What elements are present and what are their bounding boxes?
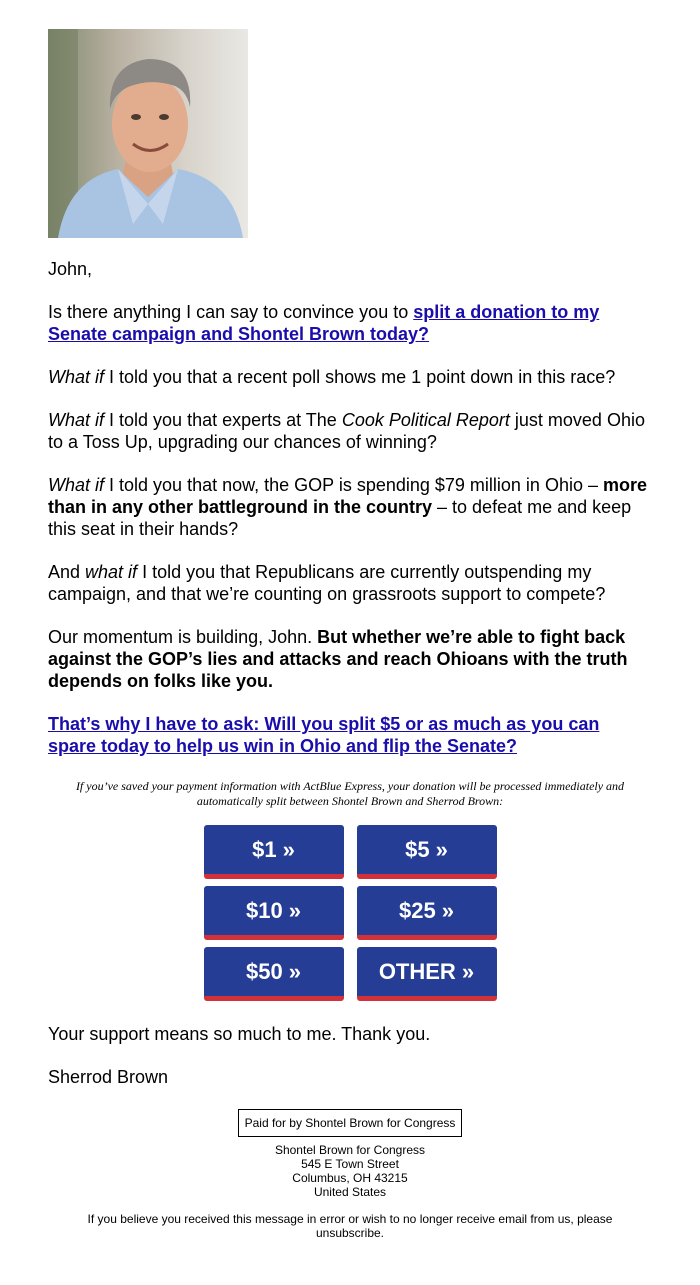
closing: Your support means so much to me. Thank you. — [48, 1024, 431, 1044]
actblue-disclaimer: If you’ve saved your payment information with ActBlue Express, your donation will be processed immediately and automatically split between Shontel Brown and Sherrod Brown: — [75, 779, 625, 808]
paragraph-7 — [48, 713, 652, 757]
paragraph-3: What if I told you that experts at The Cook Political Report just moved Ohio to a Toss Up, upgrading our chances of winning? — [48, 410, 645, 452]
city: Columbus, OH 43215 — [292, 1171, 408, 1185]
donate-link-1[interactable]: split a donation to my Senate campaign and Shontel Brown today? — [48, 302, 600, 344]
donate-other-button[interactable]: OTHER » — [357, 947, 497, 1001]
org-name: Shontel Brown for Congress — [274, 1143, 426, 1157]
paragraph-4: What if I told you that now, the GOP is spending $79 million in Ohio – more than in any other battleground in the country – to defeat me and keep this seat in their hands? — [48, 475, 647, 539]
signature: Sherrod Brown — [48, 1067, 169, 1087]
donate-link-2[interactable]: That’s why I have to ask: Will you split $5 or as much as you can spare today to help us win in Ohio and flip the Senate? — [48, 714, 600, 756]
unsubscribe-text[interactable]: If you believe you received this message in error or wish to no longer receive email from us, please unsubscribe. — [87, 1212, 613, 1240]
greeting: John, — [48, 259, 93, 279]
paragraph-2: What if I told you that a recent poll shows me 1 point down in this race? — [48, 367, 616, 387]
candidate-photo — [48, 29, 248, 238]
donate-25-button[interactable]: $25 » — [357, 886, 497, 940]
donate-50-button[interactable]: $50 » — [204, 947, 344, 1001]
donate-1-button[interactable]: $1 » — [204, 825, 344, 879]
donation-buttons — [204, 825, 497, 1001]
country: United States — [313, 1185, 387, 1199]
donate-10-button[interactable]: $10 » — [204, 886, 344, 940]
email-body — [48, 29, 652, 1088]
paragraph-6: Our momentum is building, John. But whether we’re able to fight back against the GOP’s lies and attacks and reach Ohioans with the truth depends on folks like you. — [48, 627, 628, 691]
donate-5-button[interactable]: $5 » — [357, 825, 497, 879]
street: 545 E Town Street — [301, 1157, 399, 1171]
paid-for-box: Paid for by Shontel Brown for Congress — [238, 1109, 463, 1137]
footer — [0, 1109, 700, 1240]
paragraph-5: And what if I told you that Republicans are currently outspending my campaign, and that we’re counting on grassroots support to compete? — [48, 562, 606, 604]
paragraph-1: Is there anything I can say to convince you to split a donation to my Senate campaign and Shontel Brown today? — [48, 302, 600, 344]
address — [0, 1143, 700, 1199]
